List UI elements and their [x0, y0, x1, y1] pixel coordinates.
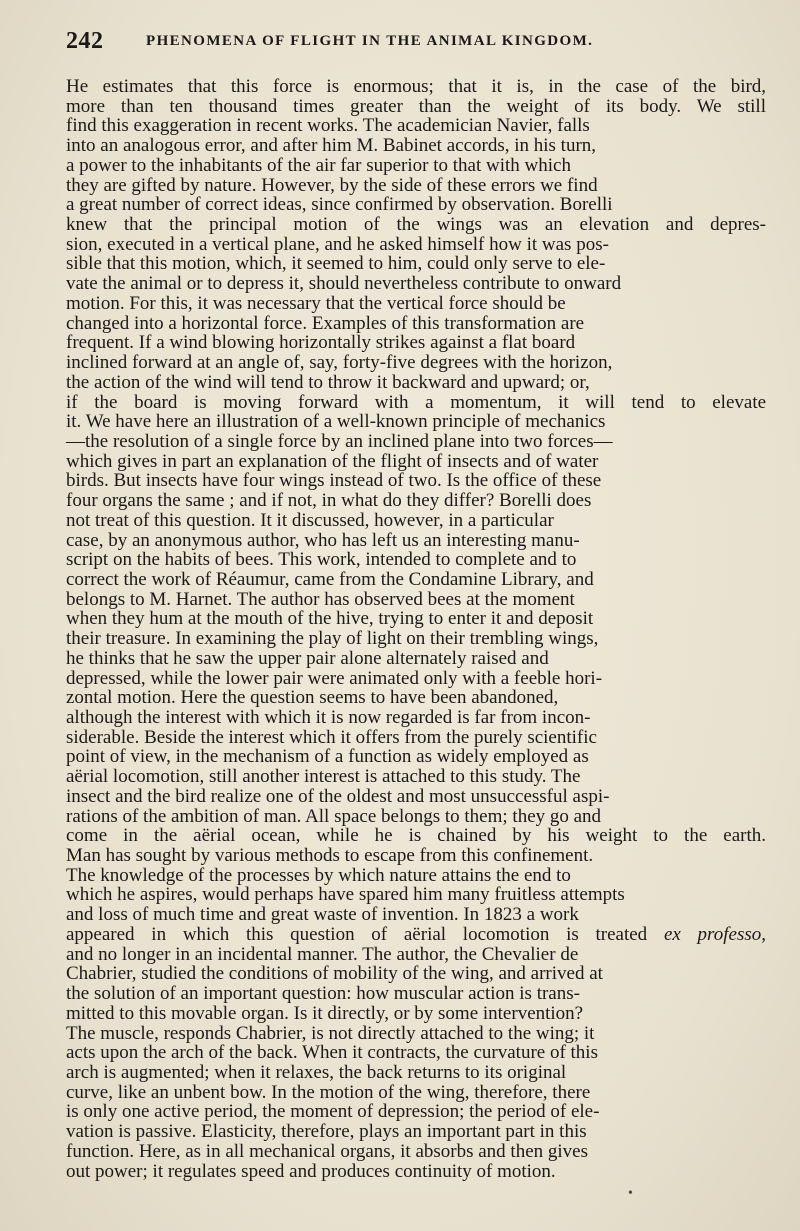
text-line: acts upon the arch of the back. When it contracts, the curvature of this [66, 1042, 598, 1064]
text-line: four organs the same ; and if not, in what do they differ? Borelli does [66, 490, 592, 512]
text-line: which gives in part an explanation of the flight of insects and of water [66, 450, 599, 472]
text-line: Man has sought by various methods to escape from this confinement. [66, 845, 594, 867]
text-line: vate the animal or to depress it, should nevertheless contribute to onward [66, 273, 622, 295]
text-line: The muscle, responds Chabrier, is not directly attached to the wing; it [66, 1022, 595, 1044]
text-line: find this exaggeration in recent works. The academician Navier, falls [66, 115, 590, 137]
running-title: PHENOMENA OF FLIGHT IN THE ANIMAL KINGDOM. [146, 33, 594, 49]
text-line: he thinks that he saw the upper pair alone alternately raised and [66, 647, 549, 669]
text-line: birds. But insects have four wings instead of two. Is the office of these [66, 470, 602, 492]
text-line: come in the aërial ocean, while he is chained by his weight to the earth. [66, 825, 767, 847]
text-line: mitted to this movable organ. Is it directly, or by some intervention? [66, 1002, 584, 1024]
text-line: when they hum at the mouth of the hive, trying to enter it and deposit [66, 608, 594, 630]
text-line: although the interest with which it is now regarded is far from incon- [66, 707, 591, 728]
text-line: changed into a horizontal force. Examples of this transformation are [66, 312, 585, 334]
text-line: aërial locomotion, still another interest is attached to this study. The [66, 766, 581, 788]
body-text [66, 77, 786, 1181]
text-line: correct the work of Réaumur, came from the Condamine Library, and [66, 568, 594, 590]
text-line: more than ten thousand times greater than the weight of its body. We still [66, 95, 766, 117]
text-line: Chabrier, studied the conditions of mobility of the wing, and arrived at [66, 963, 603, 985]
text-line: siderable. Beside the interest which it offers from the purely scientific [66, 726, 597, 748]
text-line: their treasure. In examining the play of light on their trembling wings, [66, 628, 599, 650]
text-line: a great number of correct ideas, since confirmed by observation. Borelli [66, 194, 613, 216]
italic-phrase: ex professo, [663, 923, 766, 945]
text-line: curve, like an unbent bow. In the motion of the wing, therefore, there [66, 1081, 591, 1103]
text-line: into an analogous error, and after him M. Babinet accords, in his turn, [66, 135, 597, 157]
text-line-with-italic [66, 925, 786, 945]
text-line: which he aspires, would perhaps have spared him many fruitless attempts [66, 884, 625, 906]
text-line: inclined forward at an angle of, say, forty-five degrees with the horizon, [66, 352, 613, 374]
text-line: He estimates that this force is enormous; that it is, in the case of the bird, [66, 76, 767, 97]
text-line: arch is augmented; when it relaxes, the back returns to its original [66, 1061, 567, 1083]
text-line: insect and the bird realize one of the oldest and most unsuccessful aspi- [66, 785, 610, 807]
text-line: sion, executed in a vertical plane, and he asked himself how it was pos- [66, 233, 609, 255]
text-line: function. Here, as in all mechanical organs, it absorbs and then gives [66, 1140, 588, 1162]
text-line: the solution of an important question: how muscular action is trans- [66, 983, 580, 1005]
page-header [66, 28, 736, 58]
text-line: The knowledge of the processes by which nature attains the end to [66, 864, 571, 886]
text-line: a power to the inhabitants of the air far superior to that with which [66, 154, 571, 176]
page-number: 242 [66, 28, 104, 54]
text-line: out power; it regulates speed and produces continuity of motion. [66, 1160, 556, 1182]
text-line: the action of the wind will tend to throw it backward and upward; or, [66, 371, 590, 393]
text-line: —the resolution of a single force by an inclined plane into two forces— [66, 430, 613, 452]
text-line: script on the habits of bees. This work, intended to complete and to [66, 549, 577, 571]
text-line: depressed, while the lower pair were animated only with a feeble hori- [66, 667, 603, 689]
text-line: frequent. If a wind blowing horizontally strikes against a flat board [66, 332, 576, 354]
text-line: it. We have here an illustration of a well-known principle of mechanics [66, 411, 606, 433]
text-line: and no longer in an incidental manner. The author, the Chevalier de [66, 943, 579, 965]
text-line: vation is passive. Elasticity, therefore, plays an important part in this [66, 1121, 587, 1143]
text-line: rations of the ambition of man. All space belongs to them; they go and [66, 805, 602, 827]
text-line: zontal motion. Here the question seems to have been abandoned, [66, 687, 559, 709]
text-line: knew that the principal motion of the wings was an elevation and depres- [66, 214, 767, 236]
page-dot-mark: • [628, 1186, 633, 1201]
text-line: not treat of this question. It it discussed, however, in a particular [66, 509, 554, 531]
text-line-segment: appeared in which this question of aërial locomotion is treated [66, 923, 664, 945]
text-line: they are gifted by nature. However, by the side of these errors we find [66, 174, 598, 196]
text-line: sible that this motion, which, it seemed to him, could only serve to ele- [66, 253, 606, 275]
text-line: point of view, in the mechanism of a function as widely employed as [66, 746, 589, 768]
text-line: motion. For this, it was necessary that the vertical force should be [66, 292, 566, 314]
text-line: if the board is moving forward with a momentum, it will tend to elevate [66, 391, 767, 413]
text-line: and loss of much time and great waste of invention. In 1823 a work [66, 904, 579, 926]
text-line: case, by an anonymous author, who has left us an interesting manu- [66, 529, 580, 551]
text-line: belongs to M. Harnet. The author has observed bees at the moment [66, 588, 575, 610]
text-line: is only one active period, the moment of depression; the period of ele- [66, 1101, 600, 1123]
